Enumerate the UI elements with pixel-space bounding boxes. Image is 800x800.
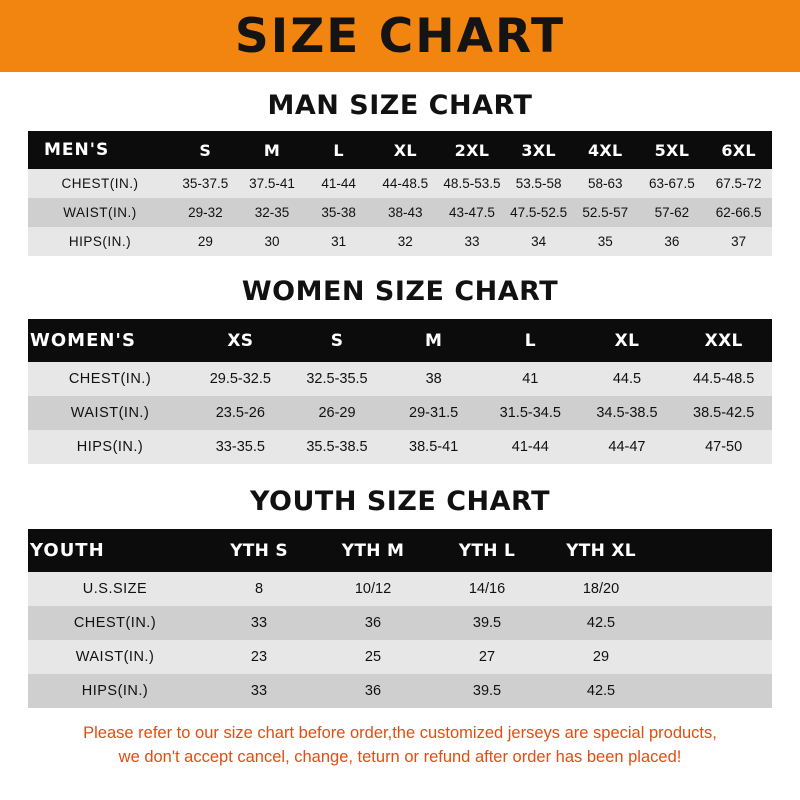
column-header-l: L (305, 131, 372, 169)
cell: 31.5-34.5 (482, 396, 579, 430)
cell: 38.5-42.5 (675, 396, 772, 430)
cell: 33 (202, 674, 316, 708)
man-table-head (28, 131, 772, 169)
women-table-head (28, 319, 772, 362)
cell (658, 606, 772, 640)
column-header-l: L (482, 319, 579, 362)
table-row (28, 198, 772, 227)
cell: 48.5-53.5 (439, 169, 506, 198)
table-row (28, 674, 772, 708)
table-header-row (28, 529, 772, 572)
row-label-chest: CHEST(IN.) (28, 606, 202, 640)
cell: 29.5-32.5 (192, 362, 289, 396)
cell: 41 (482, 362, 579, 396)
column-header-xs: XS (192, 319, 289, 362)
cell: 44.5 (579, 362, 676, 396)
cell: 39.5 (430, 674, 544, 708)
cell: 33 (439, 227, 506, 256)
row-label-us-size: U.S.SIZE (28, 572, 202, 606)
footer-note-line-1: Please refer to our size chart before order,the customized jerseys are special products, (83, 724, 717, 742)
cell: 23 (202, 640, 316, 674)
cell: 52.5-57 (572, 198, 639, 227)
column-header-mens: MEN'S (28, 131, 172, 169)
cell: 41-44 (305, 169, 372, 198)
column-header-2xl: 2XL (439, 131, 506, 169)
banner (0, 0, 800, 72)
row-label-chest: CHEST(IN.) (28, 362, 192, 396)
cell: 8 (202, 572, 316, 606)
column-header-yth-l: YTH L (430, 529, 544, 572)
table-header-row (28, 131, 772, 169)
cell: 34 (505, 227, 572, 256)
cell: 44-47 (579, 430, 676, 464)
women-size-chart (28, 319, 772, 464)
cell: 42.5 (544, 606, 658, 640)
man-size-chart (28, 131, 772, 256)
cell: 25 (316, 640, 430, 674)
cell: 27 (430, 640, 544, 674)
table-row (28, 227, 772, 256)
row-label-waist: WAIST(IN.) (28, 198, 172, 227)
table-row (28, 362, 772, 396)
column-header-5xl: 5XL (639, 131, 706, 169)
cell: 44-48.5 (372, 169, 439, 198)
row-label-waist: WAIST(IN.) (28, 396, 192, 430)
cell: 38.5-41 (385, 430, 482, 464)
column-header-womens: WOMEN'S (28, 319, 192, 362)
cell: 18/20 (544, 572, 658, 606)
cell: 62-66.5 (705, 198, 772, 227)
column-header-yth-xl: YTH XL (544, 529, 658, 572)
column-header-4xl: 4XL (572, 131, 639, 169)
cell: 32-35 (239, 198, 306, 227)
man-size-table (28, 131, 772, 256)
cell: 57-62 (639, 198, 706, 227)
cell: 47.5-52.5 (505, 198, 572, 227)
table-row (28, 430, 772, 464)
cell: 39.5 (430, 606, 544, 640)
cell: 36 (316, 606, 430, 640)
cell: 37 (705, 227, 772, 256)
column-header-s: S (289, 319, 386, 362)
row-label-hips: HIPS(IN.) (28, 674, 202, 708)
column-header-empty (658, 529, 772, 572)
column-header-xxl: XXL (675, 319, 772, 362)
column-header-yth-m: YTH M (316, 529, 430, 572)
column-header-yth-s: YTH S (202, 529, 316, 572)
cell: 29-32 (172, 198, 239, 227)
row-label-hips: HIPS(IN.) (28, 430, 192, 464)
footer-note-line-2: we don't accept cancel, change, teturn or refund after order has been placed! (118, 747, 682, 766)
cell (658, 572, 772, 606)
cell: 41-44 (482, 430, 579, 464)
cell: 23.5-26 (192, 396, 289, 430)
cell: 58-63 (572, 169, 639, 198)
youth-table-body (28, 572, 772, 708)
cell: 44.5-48.5 (675, 362, 772, 396)
women-table-body (28, 362, 772, 464)
man-table-body (28, 169, 772, 256)
cell: 33-35.5 (192, 430, 289, 464)
column-header-xl: XL (579, 319, 676, 362)
cell: 10/12 (316, 572, 430, 606)
cell: 38 (385, 362, 482, 396)
cell (658, 640, 772, 674)
cell: 30 (239, 227, 306, 256)
cell: 35-37.5 (172, 169, 239, 198)
page-title: SIZE CHART (234, 8, 566, 64)
youth-section-title: YOUTH SIZE CHART (249, 486, 551, 517)
row-label-hips: HIPS(IN.) (28, 227, 172, 256)
column-header-m: M (385, 319, 482, 362)
table-row (28, 169, 772, 198)
column-header-6xl: 6XL (705, 131, 772, 169)
column-header-youth: YOUTH (28, 529, 202, 572)
cell: 63-67.5 (639, 169, 706, 198)
cell: 33 (202, 606, 316, 640)
cell: 29 (172, 227, 239, 256)
cell: 35.5-38.5 (289, 430, 386, 464)
women-size-table (28, 319, 772, 464)
table-row (28, 640, 772, 674)
cell: 36 (316, 674, 430, 708)
column-header-3xl: 3XL (505, 131, 572, 169)
cell: 47-50 (675, 430, 772, 464)
cell: 35 (572, 227, 639, 256)
youth-size-table (28, 529, 772, 708)
cell: 43-47.5 (439, 198, 506, 227)
cell: 34.5-38.5 (579, 396, 676, 430)
cell: 29 (544, 640, 658, 674)
cell: 35-38 (305, 198, 372, 227)
column-header-xl: XL (372, 131, 439, 169)
cell: 38-43 (372, 198, 439, 227)
table-header-row (28, 319, 772, 362)
cell: 53.5-58 (505, 169, 572, 198)
cell: 14/16 (430, 572, 544, 606)
footer-note (22, 722, 778, 770)
cell: 31 (305, 227, 372, 256)
row-label-chest: CHEST(IN.) (28, 169, 172, 198)
cell: 32.5-35.5 (289, 362, 386, 396)
cell: 29-31.5 (385, 396, 482, 430)
cell: 32 (372, 227, 439, 256)
table-row (28, 606, 772, 640)
table-row (28, 396, 772, 430)
cell: 42.5 (544, 674, 658, 708)
cell: 26-29 (289, 396, 386, 430)
table-row (28, 572, 772, 606)
column-header-m: M (239, 131, 306, 169)
column-header-s: S (172, 131, 239, 169)
youth-table-head (28, 529, 772, 572)
women-section-title: WOMEN SIZE CHART (241, 276, 559, 307)
cell: 36 (639, 227, 706, 256)
cell: 37.5-41 (239, 169, 306, 198)
man-section-title: MAN SIZE CHART (267, 90, 533, 121)
cell (658, 674, 772, 708)
youth-size-chart (28, 529, 772, 708)
row-label-waist: WAIST(IN.) (28, 640, 202, 674)
cell: 67.5-72 (705, 169, 772, 198)
